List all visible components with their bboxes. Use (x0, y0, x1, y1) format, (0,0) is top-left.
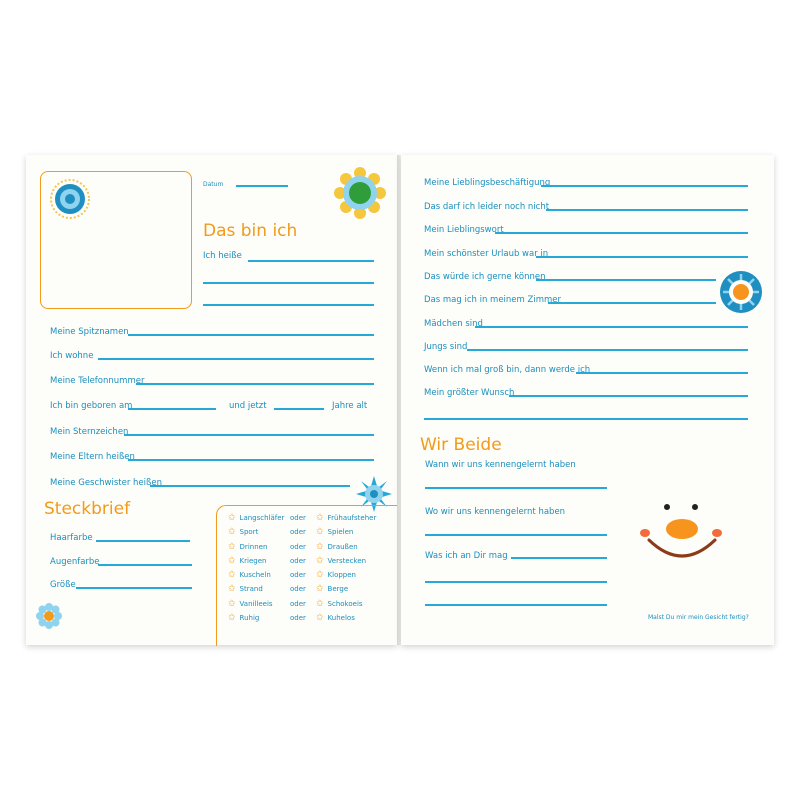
title-wir-beide: Wir Beide (420, 435, 502, 455)
name-line-3 (203, 304, 374, 306)
field-koennen: Das würde ich gerne können (424, 272, 546, 282)
face-caption: Malst Du mir mein Gesicht fertig? (648, 614, 749, 621)
line-r7 (467, 349, 748, 351)
field-sternzeichen: Mein Sternzeichen (50, 427, 129, 437)
line-wann (425, 487, 607, 489)
star-icon: ✩ (316, 584, 324, 595)
name-line-2 (203, 282, 374, 284)
star-icon: ✩ (228, 584, 236, 595)
star-icon: ✩ (228, 570, 236, 581)
line-r4 (536, 279, 716, 281)
blue-sun-icon (50, 179, 90, 219)
title-steckbrief: Steckbrief (44, 499, 131, 519)
line-r0 (541, 185, 748, 187)
star-icon: ✩ (228, 513, 236, 523)
choice-or: oder (290, 542, 306, 551)
choice-b: Schokoeis (327, 599, 363, 608)
field-geboren: Ich bin geboren am (50, 401, 133, 411)
line-was-3 (425, 604, 607, 606)
choice-a: Langschläfer (239, 514, 285, 522)
line-wo (425, 534, 607, 536)
line-r3 (536, 256, 748, 258)
star-icon: ✩ (228, 527, 236, 538)
star-icon: ✩ (316, 527, 324, 538)
line-wohne (98, 358, 374, 360)
choice-b: Verstecken (327, 556, 367, 565)
choice-b: Spielen (327, 528, 354, 537)
field-geschwister: Meine Geschwister heißen (50, 478, 162, 488)
star-icon: ✩ (316, 541, 324, 552)
choice-a: Strand (239, 585, 263, 594)
field-haarfarbe: Haarfarbe (50, 533, 93, 543)
line-eltern (128, 459, 374, 461)
choice-b: Draußen (327, 542, 358, 551)
line-r9b (424, 418, 748, 420)
choice-a: Drinnen (239, 542, 268, 551)
choice-b: Berge (327, 585, 349, 594)
field-was: Was ich an Dir mag (425, 551, 508, 561)
line-was-2 (425, 581, 607, 583)
choice-or: oder (290, 599, 306, 608)
choice-b: Kuhelos (327, 614, 355, 623)
age-suffix: Jahre alt (332, 401, 368, 411)
star-icon: ✩ (228, 555, 236, 566)
choice-or: oder (290, 571, 306, 580)
line-r9a (509, 395, 748, 397)
choice-a: Ruhig (239, 614, 260, 623)
choice-or: oder (290, 514, 306, 522)
line-alter (274, 408, 324, 410)
field-wo: Wo wir uns kennengelernt haben (425, 507, 566, 517)
choices-col-b (316, 511, 376, 625)
left-page (26, 155, 397, 645)
title-das-bin-ich: Das bin ich (203, 221, 298, 241)
line-sternzeichen (124, 434, 374, 436)
field-wunsch: Mein größter Wunsch (424, 388, 515, 398)
small-flower-icon (36, 603, 62, 629)
field-spitznamen: Meine Spitznamen (50, 327, 129, 337)
field-lieblingsbeschaeftigung: Meine Lieblingsbeschäftigung (424, 178, 551, 188)
choice-b: Frühaufsteher (327, 514, 377, 522)
field-wohne: Ich wohne (50, 351, 94, 361)
name-label: Ich heiße (203, 251, 242, 261)
choice-or: oder (290, 528, 306, 537)
field-eltern: Meine Eltern heißen (50, 452, 135, 462)
choice-a: Kriegen (239, 556, 267, 565)
star-icon: ✩ (228, 613, 236, 624)
choice-a: Sport (239, 528, 259, 537)
choices-col-or (290, 511, 306, 625)
line-was-1 (511, 557, 607, 559)
field-zimmer: Das mag ich in meinem Zimmer (424, 295, 561, 305)
line-augenfarbe (98, 564, 192, 566)
star-icon: ✩ (228, 598, 236, 609)
star-icon: ✩ (316, 570, 324, 581)
sun-icon (719, 270, 763, 314)
field-gross: Wenn ich mal groß bin, dann werde ich (424, 365, 591, 375)
field-jungs: Jungs sind (424, 342, 468, 352)
choice-b: Kloppen (327, 571, 356, 580)
star-icon: ✩ (316, 598, 324, 609)
line-r1 (546, 209, 748, 211)
line-r2 (495, 232, 748, 234)
line-r5 (548, 302, 716, 304)
choice-a: Vanilleeis (239, 599, 273, 608)
field-darf-nicht: Das darf ich leider noch nicht (424, 202, 550, 212)
star-icon: ✩ (228, 541, 236, 552)
field-groesse: Größe (50, 580, 76, 590)
field-lieblingswort: Mein Lieblingswort (424, 225, 504, 235)
flower-icon (335, 168, 385, 218)
field-urlaub: Mein schönster Urlaub war in (424, 249, 549, 259)
line-geschwister (150, 485, 350, 487)
choice-or: oder (290, 585, 306, 594)
star-icon: ✩ (316, 513, 324, 523)
star-icon: ✩ (316, 613, 324, 624)
face-icon (637, 500, 727, 565)
choice-a: Kuscheln (239, 571, 271, 580)
line-telefon (136, 383, 374, 385)
field-telefon: Meine Telefonnummer (50, 376, 145, 386)
line-groesse (76, 587, 192, 589)
choice-or: oder (290, 614, 306, 623)
field-augenfarbe: Augenfarbe (50, 557, 100, 567)
line-r6 (475, 326, 748, 328)
date-line (236, 185, 288, 187)
right-page (401, 155, 774, 645)
date-label: Datum (203, 181, 224, 188)
age-middle: und jetzt (229, 401, 267, 411)
line-spitznamen (128, 334, 374, 336)
choices-col-a (228, 511, 284, 625)
line-geboren (128, 408, 216, 410)
line-haarfarbe (96, 540, 190, 542)
field-wann: Wann wir uns kennengelernt haben (425, 460, 576, 470)
line-r8 (576, 372, 748, 374)
star-icon: ✩ (316, 555, 324, 566)
field-maedchen: Mädchen sind (424, 319, 483, 329)
choice-or: oder (290, 556, 306, 565)
name-line-1 (248, 260, 374, 262)
